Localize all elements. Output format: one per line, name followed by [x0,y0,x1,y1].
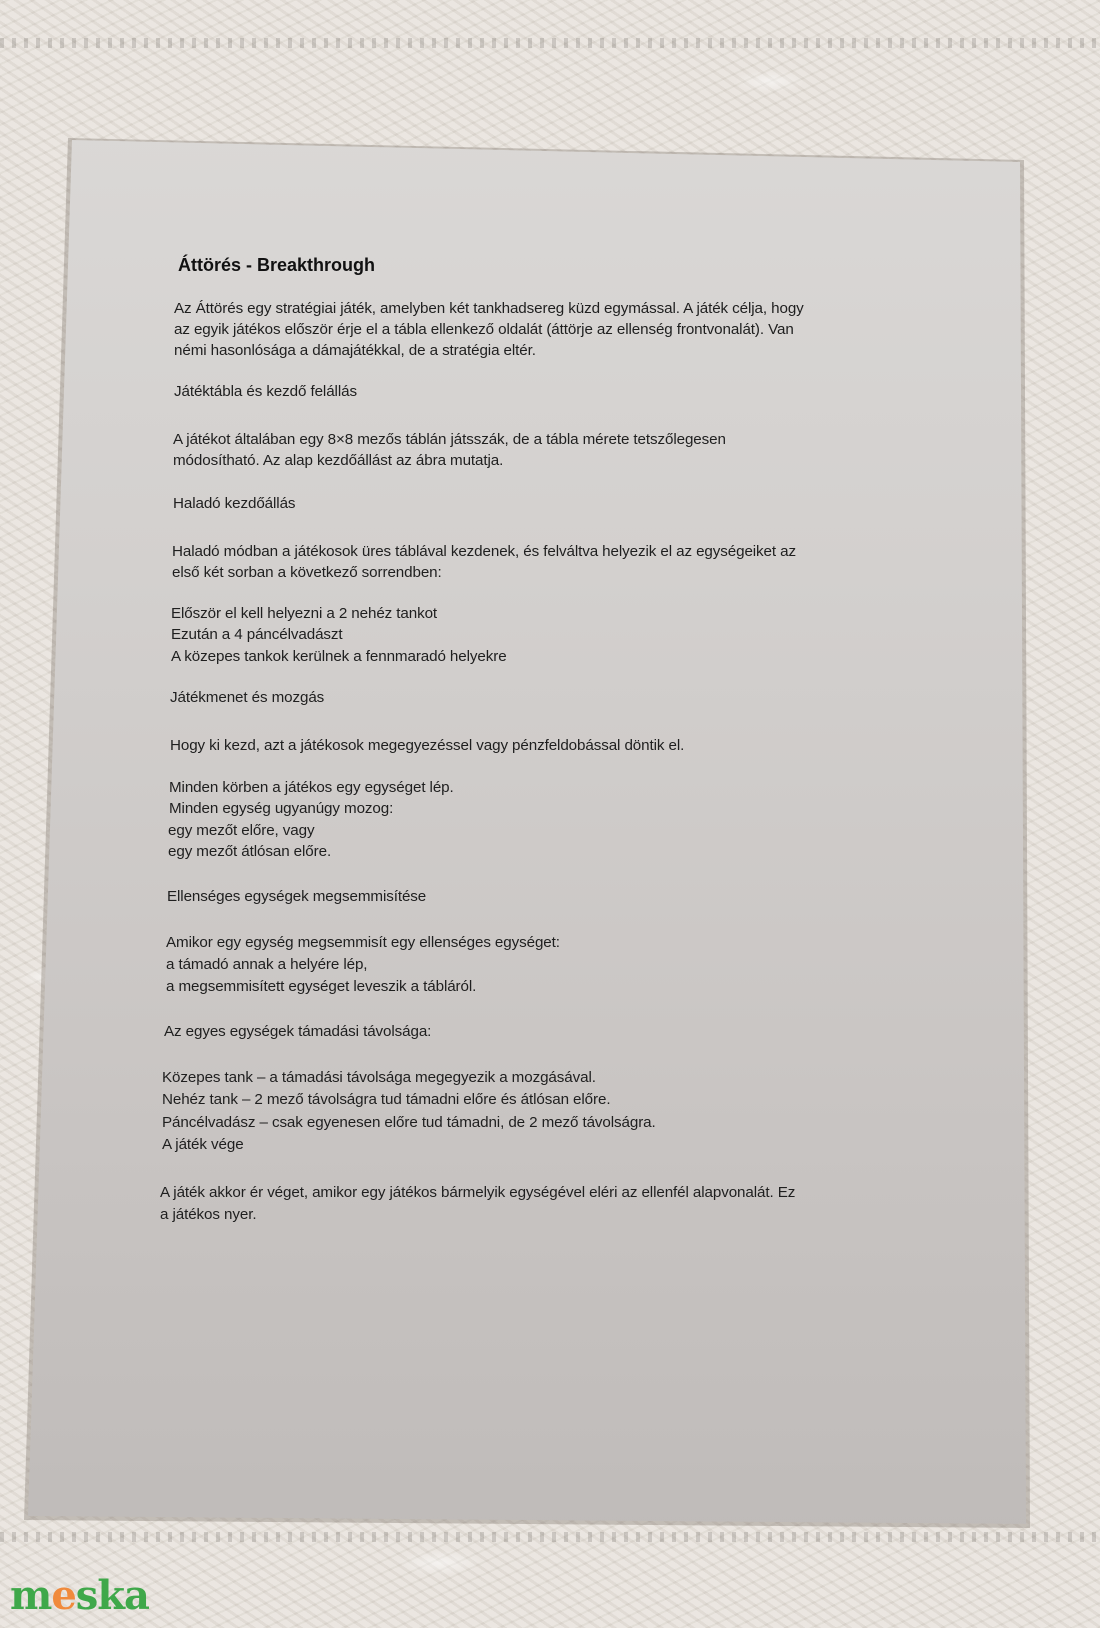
watermark-accent-letter: e [51,1572,76,1619]
document-line: A játékot általában egy 8×8 mezős táblán játsszák, de a tábla mérete tetszőlegesen [173,431,726,448]
document-line: Amikor egy egység megsemmisít egy ellenséges egységet: [166,934,560,951]
document-line: Minden egység ugyanúgy mozog: [169,800,394,817]
document-line: Nehéz tank – 2 mező távolságra tud támadni előre és átlósan előre. [162,1091,611,1108]
document-line: az egyik játékos először érje el a tábla ellenkező oldalát (áttörje az ellenség frontvonalát). Van [174,321,794,338]
document-line: a támadó annak a helyére lép, [166,956,368,973]
document-line: A játék akkor ér véget, amikor egy játékos bármelyik egységével eléri az ellenfél alapvonalát. Ez [160,1184,796,1201]
document-line: Hogy ki kezd, azt a játékosok megegyezéssel vagy pénzfeldobással döntik el. [170,737,685,754]
watermark-prefix: m [10,1572,52,1619]
document-line: módosítható. Az alap kezdőállást az ábra mutatja. [173,452,504,469]
meska-watermark-logo [10,1572,149,1619]
document-line: Páncélvadász – csak egyenesen előre tud támadni, de 2 mező távolságra. [162,1114,656,1131]
document-line: a játékos nyer. [160,1206,257,1223]
document-line: a megsemmisített egységet leveszik a tábláról. [166,978,477,995]
document-line: Először el kell helyezni a 2 nehéz tankot [171,605,438,622]
document-line: némi hasonlósága a dámajátékkal, de a stratégia eltér. [174,342,536,359]
document-line: A játék vége [162,1136,244,1153]
document-line: Minden körben a játékos egy egységet lép. [169,779,454,796]
document-line: Az egyes egységek támadási távolsága: [164,1023,432,1040]
document-line: Játéktábla és kezdő felállás [174,383,357,400]
document-line: egy mezőt átlósan előre. [168,843,332,860]
document-line: Játékmenet és mozgás [170,689,325,706]
document-line: Közepes tank – a támadási távolsága megegyezik a mozgásával. [162,1069,596,1086]
document-line: Haladó módban a játékosok üres táblával kezdenek, és felváltva helyezik el az egységeiket az [172,543,796,560]
document-line: Az Áttörés egy stratégiai játék, amelyben két tankhadsereg küzd egymással. A játék célja, hogy [174,300,804,317]
document-line: A közepes tankok kerülnek a fennmaradó helyekre [171,648,507,665]
document-line: Ezután a 4 páncélvadászt [171,626,343,643]
document-line: első két sorban a következő sorrendben: [172,564,442,581]
document-line: Haladó kezdőállás [173,495,296,512]
document-line: Ellenséges egységek megsemmisítése [167,888,427,905]
document-title: Áttörés - Breakthrough [178,255,376,275]
document-line: egy mezőt előre, vagy [168,822,315,839]
watermark-suffix: ska [75,1572,149,1619]
